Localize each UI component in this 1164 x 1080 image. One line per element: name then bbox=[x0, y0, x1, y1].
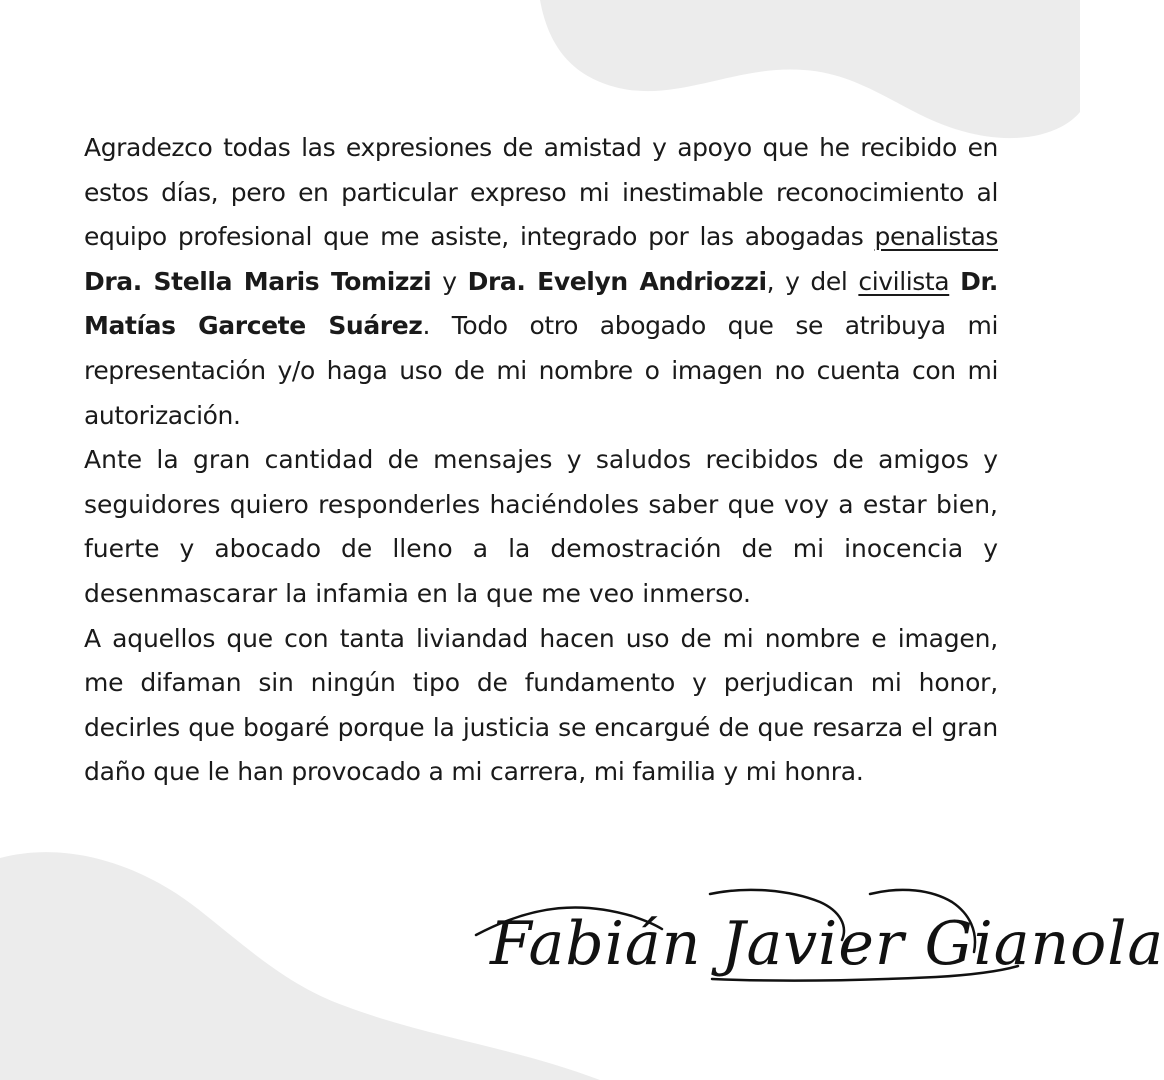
penalistas-term: penalistas bbox=[874, 222, 998, 252]
statement-paragraph-2: Ante la gran cantidad de mensajes y saludos recibidos de amigos y seguidores quiero responderles haciéndoles saber que voy a estar bien, fuerte y abocado de lleno a la demostración de mi inocencia y desenmascarar la infamia en la que me veo inmerso. bbox=[84, 445, 998, 608]
statement-paragraph-3: A aquellos que con tanta liviandad hacen uso de mi nombre e imagen, me difaman sin ningún tipo de fundamento y perjudican mi honor, decirles que bogaré porque la justicia se encargué de que resarza el gran daño que le han provocado a mi carrera, mi familia y mi honra. bbox=[84, 623, 998, 787]
civilista-term: civilista bbox=[858, 266, 950, 296]
statement-conjunction-1: y bbox=[431, 266, 468, 296]
statement-paragraph-1 bbox=[84, 126, 998, 438]
statement-space-2 bbox=[949, 267, 960, 296]
statement-conjunction-2: , y del bbox=[766, 266, 859, 296]
lawyer-name-andriozzi: Dra. Evelyn Andriozzi bbox=[467, 266, 767, 296]
signature-block bbox=[464, 868, 1164, 1008]
decorative-blob-top-shape bbox=[540, 0, 1080, 138]
decorative-blob-top bbox=[540, 0, 1080, 140]
statement-paragraph-1-intro: Agradezco todas las expresiones de amistad y apoyo que he recibido en estos días, pero en particular expreso mi inestimable reconocimiento al equipo profesional que me asiste, integrado por las abogadas bbox=[84, 133, 998, 252]
signature: Fabián Javier Gianola bbox=[490, 909, 1164, 979]
lawyer-name-tomizzi: Dra. Stella Maris Tomizzi bbox=[84, 266, 432, 296]
statement-body bbox=[84, 126, 998, 795]
lawyer-name-garcete-suarez: Dr. Matías Garcete Suárez bbox=[84, 266, 998, 341]
statement-paragraph-1-outro: . Todo otro abogado que se atribuya mi representación y/o haga uso de mi nombre o imagen no cuenta con mi autorización. bbox=[84, 311, 999, 430]
